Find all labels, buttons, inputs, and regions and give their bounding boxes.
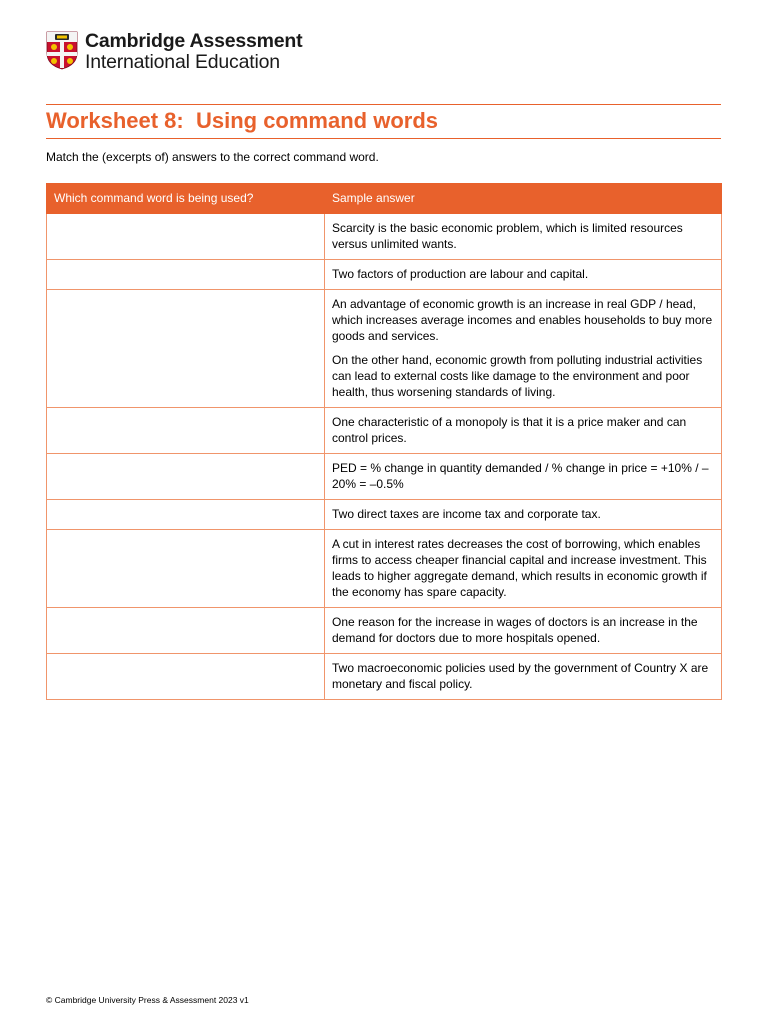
table-row	[47, 500, 722, 530]
table-row	[47, 260, 722, 290]
table-row	[47, 530, 722, 608]
command-word-cell[interactable]	[47, 408, 325, 454]
page-header	[46, 31, 302, 72]
table-row	[47, 654, 722, 700]
command-word-cell[interactable]	[47, 260, 325, 290]
table-row	[47, 290, 722, 408]
command-word-cell[interactable]	[47, 290, 325, 408]
table-row	[47, 214, 722, 260]
sample-answer-text: On the other hand, economic growth from polluting industrial activities can lead to external costs like damage to the environment and poor health, thus worsening standards of living.	[332, 353, 703, 399]
sample-answer-text: Two factors of production are labour and capital.	[332, 267, 589, 281]
sample-answer-text: PED = % change in quantity demanded / % change in price = +10% / –20% = –0.5%	[332, 461, 709, 491]
command-word-cell[interactable]	[47, 530, 325, 608]
sample-answer-text: Two macroeconomic policies used by the government of Country X are monetary and fiscal policy.	[332, 661, 709, 691]
sample-answer-cell	[325, 654, 722, 700]
command-word-cell[interactable]	[47, 454, 325, 500]
sample-answer-cell	[325, 500, 722, 530]
footer-copyright: © Cambridge University Press & Assessment 2023 v1	[46, 995, 249, 1005]
table-row	[47, 608, 722, 654]
header-sample-answer: Sample answer	[325, 184, 722, 214]
sample-answer-cell	[325, 408, 722, 454]
header-command-word: Which command word is being used?	[47, 184, 325, 214]
table-row	[47, 408, 722, 454]
instruction-text: Match the (excerpts of) answers to the correct command word.	[46, 150, 379, 164]
sample-answer-text: An advantage of economic growth is an increase in real GDP / head, which increases average incomes and enables households to buy more goods and services.	[332, 297, 713, 343]
sample-answer-cell	[325, 260, 722, 290]
matching-table	[46, 183, 722, 700]
sample-answer-text: One characteristic of a monopoly is that it is a price maker and can control prices.	[332, 415, 687, 445]
sample-answer-cell	[325, 290, 722, 408]
sample-answer-cell	[325, 214, 722, 260]
title-bottom-rule	[46, 138, 721, 139]
sample-answer-cell	[325, 608, 722, 654]
org-name-line2: International Education	[85, 50, 280, 73]
org-name-line1: Cambridge Assessment	[85, 30, 303, 52]
sample-answer-cell	[325, 530, 722, 608]
command-word-cell[interactable]	[47, 654, 325, 700]
sample-answer-text: Two direct taxes are income tax and corporate tax.	[332, 507, 601, 521]
sample-answer-text: One reason for the increase in wages of doctors is an increase in the demand for doctors due to more hospitals opened.	[332, 615, 698, 645]
sample-answer-text: Scarcity is the basic economic problem, which is limited resources versus unlimited wants.	[332, 221, 683, 251]
table-header-row	[47, 184, 722, 214]
title-top-rule	[46, 104, 721, 105]
command-word-cell[interactable]	[47, 214, 325, 260]
worksheet-title: Worksheet 8: Using command words	[46, 108, 439, 133]
sample-answer-text: A cut in interest rates decreases the cost of borrowing, which enables firms to access cheaper financial capital and increase investment. This leads to higher aggregate demand, which results in economic growth if the economy has spare capacity.	[332, 537, 707, 599]
table-row	[47, 454, 722, 500]
cambridge-crest-icon	[46, 31, 78, 70]
command-word-cell[interactable]	[47, 500, 325, 530]
sample-answer-cell	[325, 454, 722, 500]
command-word-cell[interactable]	[47, 608, 325, 654]
org-name	[85, 31, 302, 72]
